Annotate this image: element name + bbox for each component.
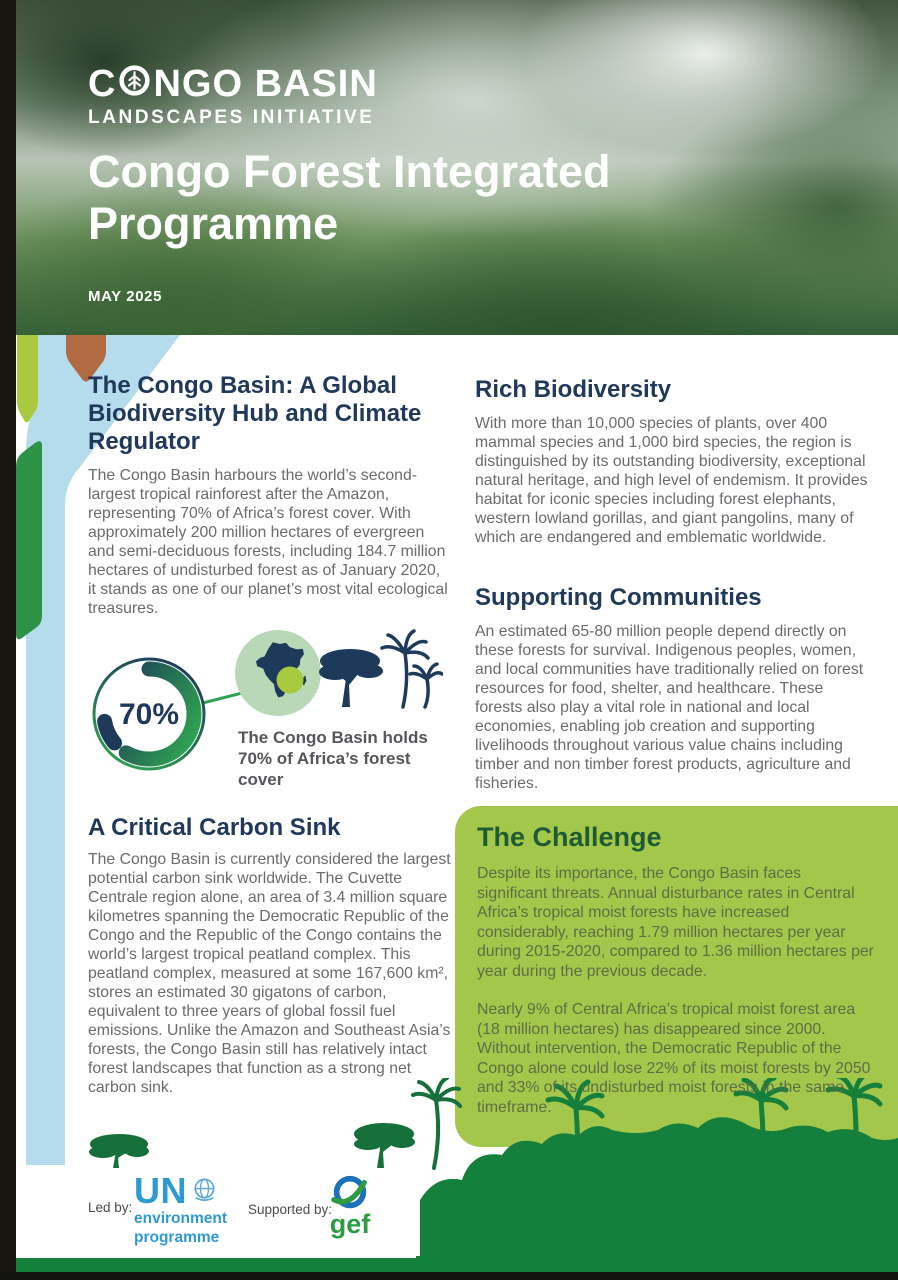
lime-leaf-shape — [17, 335, 38, 423]
gef-logo — [328, 1172, 372, 1239]
footer-logo-bar — [16, 1168, 416, 1258]
page-title: Congo Forest Integrated Programme — [88, 146, 611, 249]
donut-chart — [88, 651, 212, 778]
paragraph-communities: An estimated 65-80 million people depend directly on these forests for survival. Indigenous peoples, women, and local communities have traditionally relied on forest resources for food, shelter, and healthcare. These forests also play a vital role in national and local economies, enabling job creation and supporting livelihoods throughout various value chains including timber and non timber forest products, agriculture and fisheries. — [475, 623, 864, 792]
un-emblem-icon — [191, 1176, 218, 1208]
donut-percent-label: 70% — [118, 698, 180, 731]
publication-date: MAY 2025 — [88, 288, 163, 305]
congo-basin-dot — [277, 667, 304, 694]
paragraph-challenge-1: Despite its importance, the Congo Basin faces significant threats. Annual disturbance rates in Central Africa’s tropical moist forests have increased considerably, reaching 1.79 million hectares per year during 2015-2020, compared to 1.36 million hectares per year during the previous decade. — [477, 865, 874, 980]
infographic-caption: The Congo Basin holds 70% of Africa’s forest cover — [238, 728, 428, 789]
heading-communities: Supporting Communities — [475, 584, 762, 611]
supported-by-label: Supported by: — [248, 1202, 333, 1217]
logo-text-c: C — [88, 63, 117, 105]
congo-basin-logo — [88, 64, 378, 127]
paragraph-challenge-2: Nearly 9% of Central Africa’s tropical moist forest area (18 million hectares) has disappeared since 2000. Without intervention, the Democratic Republic of the Congo alone could lose 22% of its moist forests by 2050 and 33% of its undisturbed moist forests in the same timeframe. — [477, 1001, 871, 1116]
leaf-o-icon — [118, 64, 151, 104]
heading-congo-basin: The Congo Basin: A Global Biodiversity Hub and Climate Regulator — [88, 372, 422, 455]
paragraph-biodiversity: With more than 10,000 species of plants, over 400 mammal species and 1,000 bird species, the region is distinguished by its outstanding biodiversity, exceptional natural heritage, and high level of endemism. It provides habitat for iconic species including forest elephants, western lowland gorillas, and giant pangolins, many of which are endangered and emblematic worldwide. — [475, 415, 868, 546]
green-leaf-shape — [16, 441, 42, 639]
heading-challenge: The Challenge — [477, 822, 662, 852]
page-edge-bottom — [0, 1272, 898, 1280]
africa-map-icon — [235, 630, 321, 716]
unep-text-line3: programme — [134, 1229, 220, 1246]
heading-carbon-sink: A Critical Carbon Sink — [88, 814, 341, 841]
led-by-label: Led by: — [88, 1200, 133, 1215]
unep-logo — [134, 1170, 228, 1246]
logo-wordmark — [88, 64, 378, 104]
logo-subtitle: LANDSCAPES INITIATIVE — [88, 107, 375, 128]
unep-text-line2: environment — [134, 1210, 228, 1227]
paragraph-carbon-sink: The Congo Basin is currently considered the largest potential carbon sink worldwide. The Cuvette Centrale region alone, an area of 3.4 million square kilometres spanning the Democratic Republic of the Congo and the Republic of the Congo contains the world’s largest tropical peatland complex. This peatland complex, measured at some 167,600 km², stores an estimated 30 gigatons of carbon, equivalent to three years of global fossil fuel emissions. Unlike the Amazon and Southeast Asia’s forests, the Congo Basin still has relatively intact forest landscapes that function as a strong net carbon sink. — [88, 851, 451, 1096]
paragraph-congo-basin: The Congo Basin harbours the world’s second-largest tropical rainforest after the Amazon, representing 70% of Africa’s forest cover. With approximately 200 million hectares of evergreen and semi-deciduous forests, including 184.7 million hectares of undisturbed forest as of January 2020, it stands as one of our planet’s most vital ecological treasures. — [88, 467, 448, 617]
gef-wordmark: gef — [329, 1209, 371, 1239]
trees-icon — [319, 631, 442, 707]
small-tree-icon — [89, 1134, 149, 1168]
page-edge-left — [0, 0, 16, 1280]
gef-globe-icon — [328, 1172, 372, 1214]
heading-biodiversity: Rich Biodiversity — [475, 376, 672, 403]
un-wordmark: UN — [134, 1170, 187, 1211]
logo-text-rest: NGO BASIN — [153, 63, 378, 105]
rainforest-photo — [16, 0, 898, 335]
